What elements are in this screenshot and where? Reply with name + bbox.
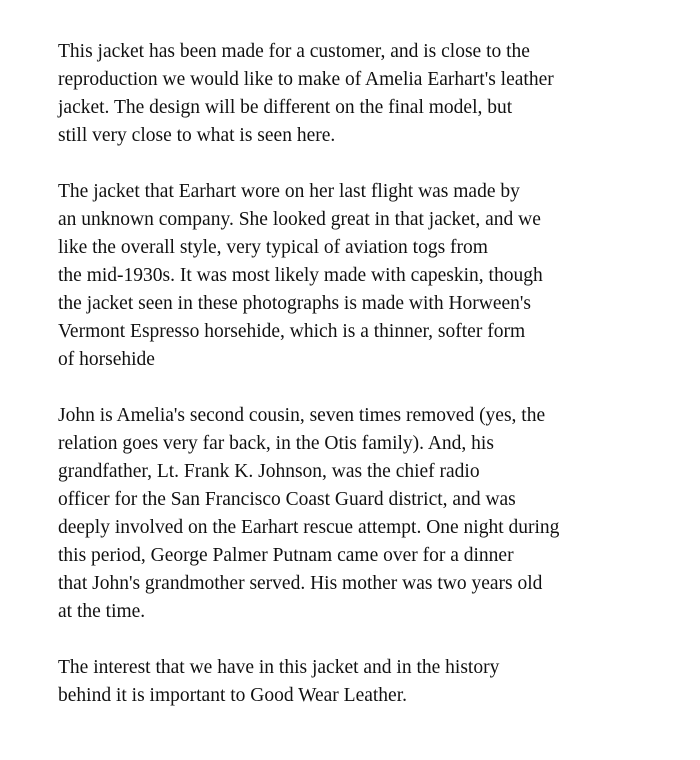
text-line: deeply involved on the Earhart rescue attempt. One night during	[58, 517, 560, 538]
text-line: grandfather, Lt. Frank K. Johnson, was the chief radio	[58, 461, 480, 482]
text-line: officer for the San Francisco Coast Guard district, and was	[58, 489, 516, 510]
text-line: The interest that we have in this jacket and in the history	[58, 657, 500, 678]
text-line: Vermont Espresso horsehide, which is a thinner, softer form	[58, 321, 526, 342]
text-line: the mid-1930s. It was most likely made with capeskin, though	[58, 265, 543, 286]
text-line: John is Amelia's second cousin, seven times removed (yes, the	[58, 405, 546, 426]
text-line: this period, George Palmer Putnam came over for a dinner	[58, 545, 514, 566]
paragraph-jacket-intro	[58, 38, 658, 150]
text-line: The jacket that Earhart wore on her last flight was made by	[58, 181, 520, 202]
text-line: the jacket seen in these photographs is made with Horween's	[58, 293, 532, 314]
text-line: behind it is important to Good Wear Leather.	[58, 685, 407, 706]
text-line: reproduction we would like to make of Amelia Earhart's leather	[58, 69, 554, 90]
text-line: an unknown company. She looked great in that jacket, and we	[58, 209, 541, 230]
text-line: jacket. The design will be different on the final model, but	[58, 97, 513, 118]
text-line: that John's grandmother served. His mother was two years old	[58, 573, 543, 594]
paragraph-family-history	[58, 402, 658, 626]
text-line: still very close to what is seen here.	[58, 125, 336, 146]
text-line: at the time.	[58, 601, 146, 622]
article-body	[58, 38, 658, 738]
paragraph-earhart-jacket	[58, 178, 658, 374]
paragraph-closing	[58, 654, 658, 710]
text-line: relation goes very far back, in the Otis family). And, his	[58, 433, 494, 454]
text-line: like the overall style, very typical of aviation togs from	[58, 237, 488, 258]
text-line: This jacket has been made for a customer, and is close to the	[58, 41, 530, 62]
text-line: of horsehide	[58, 349, 155, 370]
